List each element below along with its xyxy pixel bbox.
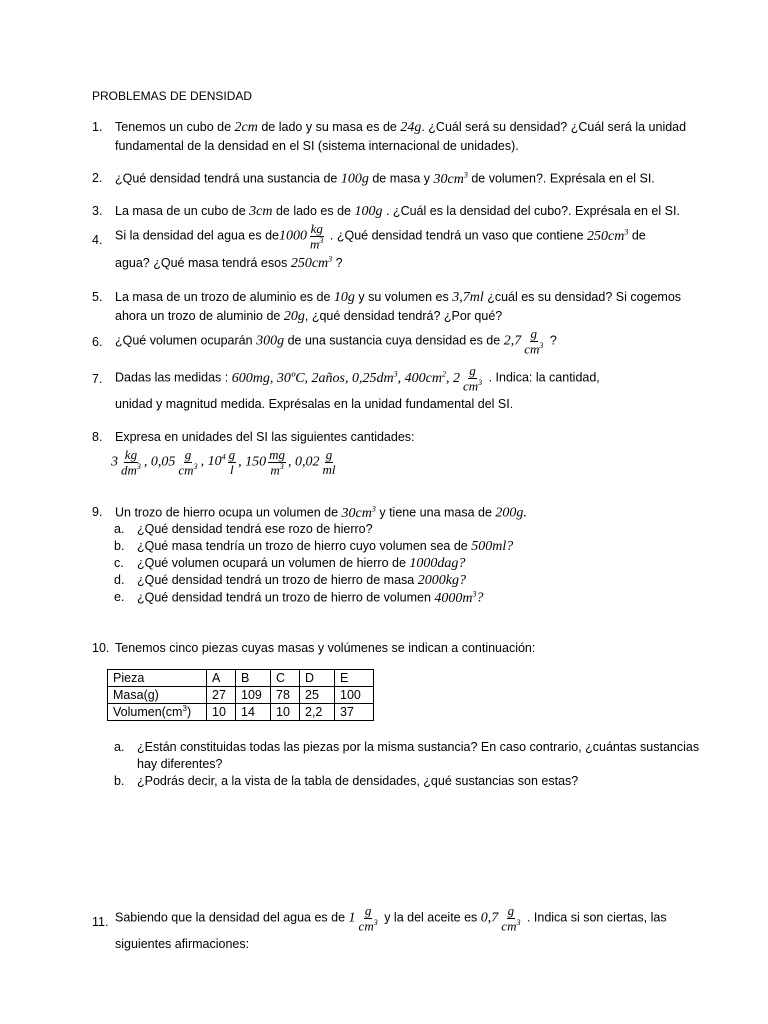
quantities-list: 3 $\frac{kg}{dm^3}$ , 0,05 $\frac{g}{cm^3}$ , $10^4$ $\frac{g}{l}$ , 150 $\frac{mg}{m^3}$ , 0,02 $\frac{g}{ml}$ [111, 446, 336, 477]
problem-2 [92, 170, 712, 190]
problem-text: agua? ¿Qué masa tendrá esos [115, 255, 288, 270]
problem-number: 4. [92, 233, 103, 247]
problem-text: de masa y [372, 171, 431, 186]
problem-8 [92, 429, 712, 476]
sub-item: b. ¿Qué masa tendría un trozo de hierro cuyo volumen sea de 500ml? [114, 539, 514, 554]
problem-text: siguientes afirmaciones: [115, 936, 250, 951]
sub-item: a. ¿Qué densidad tendrá ese rozo de hierro? [114, 522, 373, 536]
problem-text: unidad y magnitud medida. Exprésalas en la unidad fundamental del SI. [115, 396, 514, 411]
problem-text: ¿Qué densidad tendrá una sustancia de [115, 171, 338, 186]
problem-number: 1. [92, 120, 103, 134]
problem-6 [92, 327, 712, 356]
problem-number: 3. [92, 204, 103, 218]
problem-number: 11. [92, 915, 109, 929]
math-value: $250cm^3$ [290, 253, 333, 271]
math-value: $250cm^3$ [587, 226, 629, 244]
math-value: 3cm [249, 204, 273, 219]
problem-7 [92, 364, 712, 416]
problem-text: Tenemos un cubo de [115, 120, 232, 134]
problem-text: de [631, 228, 646, 243]
fraction: $\frac{g}{cm^3}$ [524, 326, 544, 356]
problem-number: 10. [92, 641, 110, 655]
problem-text: Expresa en unidades del SI las siguientes cantidades: [115, 430, 415, 444]
math-value: 600mg, 30ºC, 2años, $0,25dm^3$, $400cm^2$, 2 [231, 368, 460, 386]
problem-text: ? [335, 255, 343, 270]
problem-text: Un trozo de hierro ocupa un volumen de [115, 505, 339, 520]
problem-text: de lado es de [275, 204, 352, 218]
math-value: $30cm^3$ [433, 170, 468, 187]
math-value: 20g [283, 308, 305, 324]
problem-number: 6. [92, 335, 103, 349]
sub-item: e. ¿Qué densidad tendrá un trozo de hierro de volumen $4000m^3$? [114, 589, 484, 606]
problem-text: y su volumen es [358, 290, 449, 304]
math-value: 300g [256, 333, 285, 349]
math-value: 2cm [234, 120, 258, 135]
math-value: 0,7 [480, 910, 499, 926]
problem-11 [92, 904, 712, 956]
problem-text: de volumen?. Exprésala en el SI. [471, 171, 655, 186]
problem-text: de lado y su masa es de [261, 120, 397, 134]
problem-text: y tiene una masa de [379, 505, 492, 520]
problem-text: La masa de un cubo de [115, 204, 246, 218]
problem-number: 2. [92, 171, 103, 185]
pieces-table [107, 669, 374, 721]
math-value: 1 [348, 910, 356, 926]
math-value: 200g. [495, 505, 527, 521]
math-value: 24g [400, 120, 422, 135]
sub-item: a. ¿Están constituidas todas las piezas por la misma sustancia? En caso contrario, ¿cuántas sustancias hay diferentes? [114, 740, 700, 771]
problem-4 [92, 222, 712, 277]
problem-text: ? [549, 333, 557, 348]
problem-number: 7. [92, 372, 103, 386]
problem-text: Si la densidad del agua es de [115, 228, 280, 243]
table-row: $Volumen(cm^3)$ 10 14 10 2,2 37 [108, 704, 374, 721]
problem-text: fundamental de la densidad en el SI (sistema internacional de unidades). [115, 138, 519, 153]
problem-text: ahora un trozo de aluminio de [115, 308, 281, 323]
problem-text: ¿cuál es su densidad? Si cogemos [487, 290, 682, 304]
fraction: $\frac{g}{cm^3}$ [462, 363, 483, 393]
problem-number: 5. [92, 290, 103, 304]
problem-text: Dadas las medidas : [115, 370, 229, 385]
problem-text: . ¿Qué densidad tendrá un vaso que contiene [329, 228, 584, 243]
page-title: PROBLEMAS DE DENSIDAD [92, 89, 253, 103]
fraction: $\frac{g}{cm^3}$ [358, 903, 378, 933]
table-row: Masa(g) 27 109 78 25 100 [108, 687, 374, 704]
problem-text: . Indica si son ciertas, las [526, 910, 667, 925]
sub-item: b. ¿Podrás decir, a la vista de la tabla de densidades, ¿qué sustancias son estas? [114, 774, 579, 788]
math-value: 100g [340, 171, 369, 187]
problem-text: y la del aceite es [384, 910, 478, 925]
problem-text: Tenemos cinco piezas cuyas masas y volúmenes se indican a continuación: [115, 641, 536, 655]
problem-1 [92, 119, 712, 155]
problem-text: , ¿qué densidad tendrá? ¿Por qué? [304, 308, 503, 323]
problem-3 [92, 203, 712, 222]
math-value: 100g [354, 204, 383, 219]
problem-text: . ¿Cuál es la densidad del cubo?. Exprésala en el SI. [385, 204, 680, 218]
problem-5 [92, 289, 712, 327]
problem-text: ¿Qué volumen ocuparán [115, 333, 253, 348]
problem-number: 9. [92, 505, 103, 519]
table-row: Pieza A B C D E [108, 670, 374, 687]
problem-text: . Indica: la cantidad, [488, 370, 600, 385]
math-value: 3,7ml [452, 290, 484, 305]
problem-text: La masa de un trozo de aluminio es de [115, 290, 331, 304]
fraction: $\frac{g}{cm^3}$ [501, 903, 521, 933]
sub-item: c. ¿Qué volumen ocupará un volumen de hierro de 1000dag? [114, 556, 466, 571]
problem-text: de una sustancia cuya densidad es de [287, 333, 501, 348]
math-value: 10g [333, 290, 355, 305]
math-value: 2,7 [503, 333, 522, 349]
problem-number: 8. [92, 430, 103, 444]
math-value: 1000 [279, 228, 308, 244]
sub-item: d. ¿Qué densidad tendrá un trozo de hierro de masa 2000kg? [114, 573, 466, 588]
problem-10 [92, 640, 712, 657]
problem-text: Sabiendo que la densidad del agua es de [115, 910, 346, 925]
problem-text: . ¿Cuál será su densidad? ¿Cuál será la unidad [421, 120, 687, 134]
math-value: $30cm^3$ [341, 504, 376, 521]
fraction: $\frac{kg}{m^3}$ [310, 221, 324, 251]
